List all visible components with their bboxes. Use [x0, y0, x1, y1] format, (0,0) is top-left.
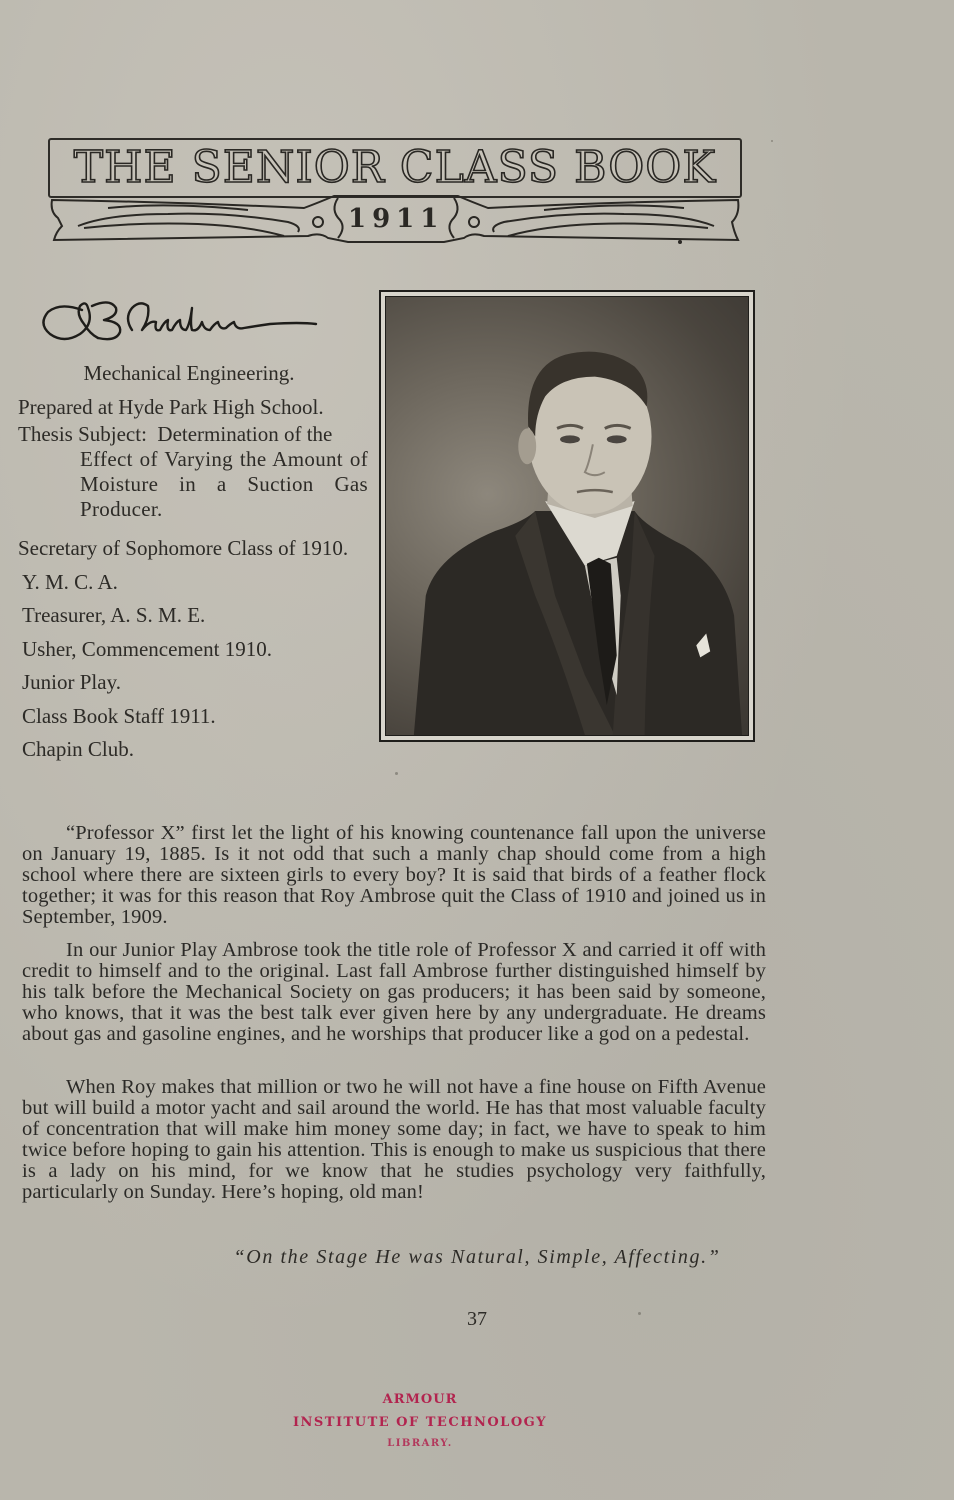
activity-item: Y. M. C. A. — [22, 569, 118, 594]
header-year: 1911 — [348, 204, 445, 234]
paragraph-text: In our Junior Play Ambrose took the title role of Professor X and carried it off with credit to himself and to the original. Last fall Ambrose further distinguished himself by his talk before the Mechanical Society on gas producers; it has been said by someone, who knows, that it was the best talk ever given here by any undergraduate. He dreams about gas and gasoline engines, and he worships that producer like a god on a pedestal. — [22, 939, 766, 1045]
paragraph-text: When Roy makes that million or two he will not have a fine house on Fifth Avenue but will build a motor yacht and sail around the world. He has that most valuable faculty of concentration that will make him money some day; in fact, we have to speak to him twice before hoping to gain his attention. This is enough to make us suspicious that there is a lady on his mind, for we know that he studies psychology very faithfully, particularly on Sunday. Here’s hoping, old man! — [22, 1076, 766, 1203]
page-number: 37 — [467, 1308, 487, 1330]
portrait-figure-icon — [386, 297, 748, 735]
thesis-subject — [18, 422, 368, 522]
biography-paragraph — [22, 940, 766, 1045]
activity-item: Junior Play. — [22, 670, 121, 694]
paper-speck — [771, 140, 773, 142]
activity-item: Treasurer, A. S. M. E. — [22, 603, 206, 627]
paper-speck — [395, 772, 398, 775]
portrait-photo-frame — [379, 290, 755, 742]
thesis-label: Thesis Subject: — [18, 422, 147, 446]
activity-item: Secretary of Sophomore Class of 1910. — [18, 536, 349, 560]
thesis-title-start: Determination of the — [157, 422, 333, 446]
thesis-first-line — [18, 422, 368, 447]
activities-list — [18, 532, 368, 767]
biography-paragraph — [22, 823, 766, 928]
activity-item: Class Book Staff 1911. — [22, 703, 216, 728]
stamp-line: LIBRARY. — [387, 1438, 453, 1449]
paragraph-text: “Professor X” first let the light of his knowing countenance fall upon the universe on January 19, 1885. Is it not odd that such a manly chap should come from a high school where there are sixteen girls to every boy? It is said that birds of a feather flock together; it was for this reason that Roy Ambrose quit the Class of 1910 and joined us in September, 1909. — [22, 822, 766, 928]
prepared-school: Prepared at Hyde Park High School. — [18, 395, 324, 419]
paper-speck — [638, 1312, 641, 1315]
signature — [40, 290, 320, 354]
biography-paragraph — [22, 1077, 766, 1203]
department: Mechanical Engineering. — [83, 361, 295, 385]
activity-item: Chapin Club. — [22, 737, 135, 761]
thesis-title-rest: Effect of Varying the Amount of Moisture in a Suction Gas Producer. — [80, 447, 368, 521]
motto-quote: “On the Stage He was Natural, Simple, Affecting.” — [233, 1246, 721, 1268]
header-title: THE SENIOR CLASS BOOK — [73, 142, 717, 193]
student-info — [18, 356, 368, 767]
library-stamp — [270, 1388, 570, 1454]
activity-item: Usher, Commencement 1910. — [22, 636, 272, 661]
stamp-line: ARMOUR — [382, 1392, 458, 1407]
class-book-header — [48, 138, 744, 246]
stamp-line: INSTITUTE OF TECHNOLOGY — [292, 1415, 548, 1430]
portrait-photo — [385, 296, 749, 736]
